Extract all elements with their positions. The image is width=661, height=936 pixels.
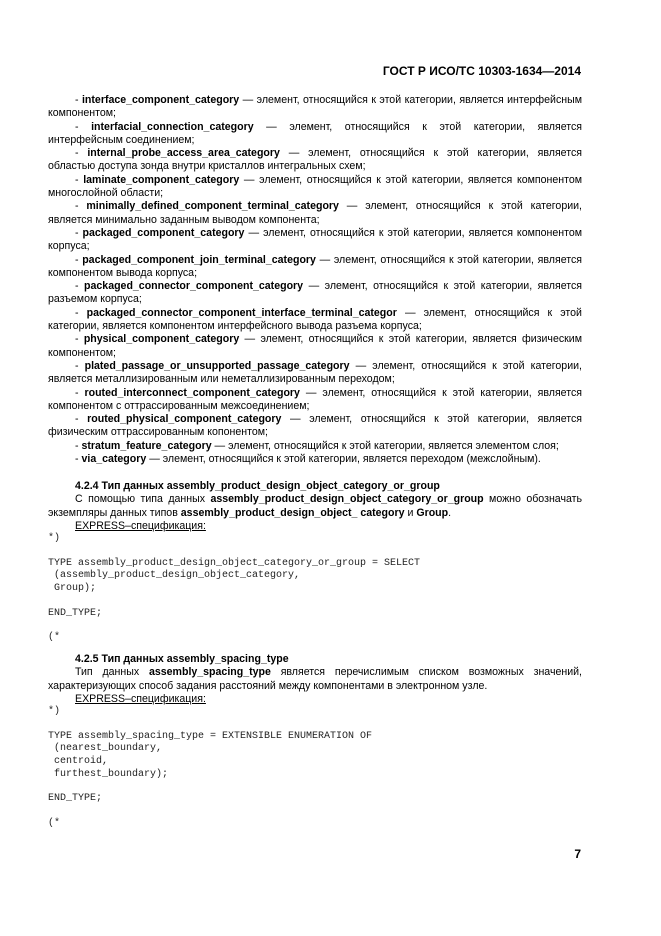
category-term: laminate_component_category (83, 173, 240, 186)
category-term: via_category (81, 453, 147, 466)
section-paragraph (48, 666, 582, 693)
paragraph-text: является перечислимым списком возможных значений, характеризующих способ задания расстояний между компонентами в электронном узле. (48, 666, 582, 692)
code-end: END_TYPE; (48, 607, 103, 619)
category-term: packaged_component_category (82, 226, 245, 239)
list-dash: - (75, 439, 82, 452)
list-item (48, 440, 582, 453)
list-dash: - (75, 94, 82, 106)
express-code: TYPE assembly_spacing_type = EXTENSIBLE ENUMERATION OF (nearest_boundary, centroid, furthest_boundary); (48, 730, 373, 780)
list-dash: - (75, 453, 82, 466)
paragraph-text: . (448, 506, 452, 519)
category-description: — элемент, относящийся к этой категории, является компонентом многослойной области; (48, 173, 582, 200)
list-dash: - (75, 173, 84, 186)
category-description: — элемент, относящийся к этой категории, является разъемом корпуса; (48, 280, 582, 306)
list-item (48, 307, 582, 334)
list-dash: - (75, 120, 92, 133)
code-open: *) (48, 533, 61, 545)
list-dash: - (75, 306, 87, 319)
list-body (48, 94, 582, 466)
paragraph-text: С помощью типа данных (75, 493, 211, 506)
list-dash: - (75, 386, 85, 399)
category-description: — элемент, относящийся к этой категории, является компонентом с оттрассированным межсоединением; (48, 386, 582, 412)
type-name: Group (416, 506, 449, 519)
express-code: TYPE assembly_product_design_object_category_or_group = SELECT (assembly_product_design_object_category, Group); (48, 557, 421, 594)
code-end: END_TYPE; (48, 793, 103, 805)
express-label: EXPRESS–спецификация: (75, 692, 206, 705)
category-description: — элемент, относящийся к этой категории, является элементом слоя; (211, 439, 559, 452)
category-term: interface_component_category (81, 94, 240, 106)
section-heading: 4.2.4 Тип данных assembly_product_design_object_category_or_group (75, 480, 440, 492)
list-dash: - (75, 253, 83, 266)
section-paragraph (48, 493, 582, 520)
category-term: stratum_feature_category (81, 439, 212, 452)
express-label: EXPRESS–спецификация: (75, 519, 206, 532)
category-term: internal_probe_access_area_category (87, 147, 280, 160)
list-dash: - (75, 200, 87, 213)
category-description: — элемент, относящийся к этой категории, является компонентом корпуса; (48, 226, 582, 253)
category-description: — элемент, относящийся к этой категории, является металлизированным или неметаллизированным переходом; (48, 359, 582, 386)
category-description: — элемент, относящийся к этой категории, является интерфейсным компонентом; (48, 94, 582, 120)
paragraph-text: Тип данных (75, 666, 149, 679)
page-number: 7 (574, 847, 581, 861)
list-dash: - (75, 280, 85, 293)
category-term: plated_passage_or_unsupported_passage_category (84, 359, 350, 372)
list-dash: - (75, 226, 83, 239)
list-dash: - (75, 359, 85, 372)
code-close: (* (48, 632, 61, 644)
category-description: — элемент, относящийся к этой категории, является переходом (межслойным). (146, 453, 541, 466)
list-dash: - (75, 333, 84, 346)
section-4-2-5 (48, 653, 582, 830)
section-4-2-4 (48, 480, 582, 645)
category-term: packaged_connector_component_interface_terminal_categor (86, 306, 397, 319)
type-name: assembly_product_design_object_category_or_group (210, 493, 484, 506)
category-term: physical_component_category (83, 333, 240, 346)
category-term: minimally_defined_component_terminal_category (86, 200, 339, 213)
paragraph-text: можно обозначать экземпляры данных типов (48, 493, 582, 519)
list-item (48, 200, 582, 227)
category-term: interfacial_connection_category (91, 120, 254, 133)
code-open: *) (48, 706, 61, 718)
category-term: routed_interconnect_component_category (84, 386, 300, 399)
list-item (48, 333, 582, 360)
list-item (48, 254, 582, 281)
category-description: — элемент, относящийся к этой категории, является областью доступа зонда внутри кристаллов интегральных схем; (48, 147, 582, 173)
paragraph-text: и (404, 506, 417, 519)
list-item (48, 227, 582, 254)
category-term: packaged_connector_component_category (84, 280, 304, 293)
section-heading: 4.2.5 Тип данных assembly_spacing_type (75, 653, 289, 665)
category-description: — элемент, относящийся к этой категории, является компонентом вывода корпуса; (48, 253, 582, 279)
list-dash: - (75, 413, 88, 426)
list-item (48, 387, 582, 414)
list-item (48, 174, 582, 201)
list-item (48, 360, 582, 387)
category-description: — элемент, относящийся к этой категории, является минимально заданным выводом компонента; (48, 200, 582, 226)
standard-header: ГОСТ Р ИСО/ТС 10303-1634—2014 (382, 64, 581, 78)
list-item (48, 453, 582, 466)
category-term: packaged_component_join_terminal_category (82, 253, 316, 266)
list-item (48, 413, 582, 440)
list-item (48, 94, 582, 121)
code-close: (* (48, 817, 61, 829)
list-dash: - (75, 147, 88, 160)
list-item (48, 147, 582, 174)
category-description: — элемент, относящийся к этой категории, является физическим компонентом; (48, 333, 582, 359)
category-term: routed_physical_component_category (87, 413, 282, 426)
category-description: — элемент, относящийся к этой категории, является компонентом интерфейсного вывода разъема корпуса; (48, 306, 582, 333)
type-name: assembly_spacing_type (148, 666, 271, 679)
category-description: — элемент, относящийся к этой категории, является интерфейсным соединением; (48, 120, 582, 146)
category-description: — элемент, относящийся к этой категории, является физическим оттрассированным копонентом; (48, 413, 583, 439)
list-item (48, 121, 582, 148)
type-name: assembly_product_design_object_ category (180, 506, 405, 519)
list-item (48, 280, 582, 307)
